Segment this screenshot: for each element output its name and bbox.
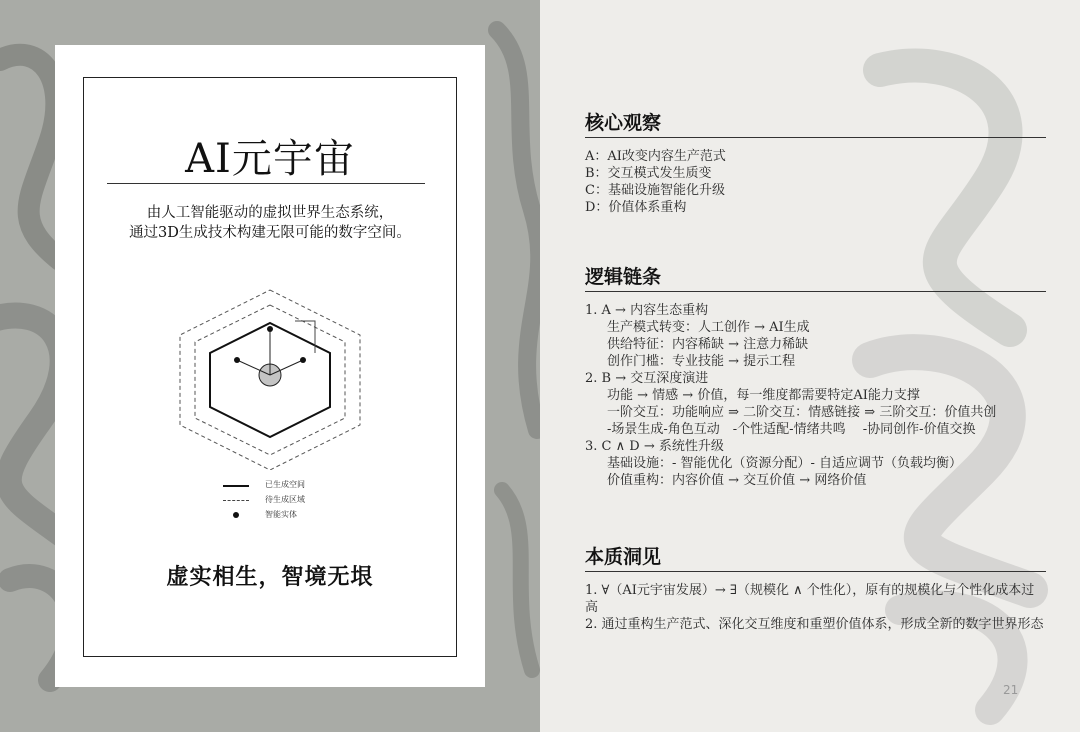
diagram-legend (223, 477, 343, 522)
legend-item (223, 492, 343, 507)
card-title: AI元宇宙 (185, 136, 355, 182)
legend-label: 智能实体 (265, 510, 297, 519)
observation-list (585, 148, 1055, 216)
section-title-logic: 逻辑链条 (585, 266, 662, 288)
metaverse-hexagon-diagram (155, 285, 385, 470)
list-subitem: 一阶交互：功能响应 ⇒ 二阶交互：情感链接 ⇒ 三阶交互：价值共创 (607, 405, 997, 420)
card-slogan: 虚实相生，智境无垠 (166, 564, 374, 590)
description-line: 由人工智能驱动的虚拟世界生态系统， (146, 205, 394, 221)
list-subitem: 功能 → 情感 → 价值，每一维度都需要特定AI能力支撑 (607, 388, 920, 403)
section-title-insight: 本质洞见 (585, 546, 662, 568)
list-item: 2. B → 交互深度演进 (585, 371, 709, 386)
entity-dot (267, 326, 273, 332)
list-subitem: -场景生成-角色互动 -个性适配-情绪共鸣 -协同创作-价值交换 (607, 422, 976, 437)
poster-card (55, 45, 485, 687)
section-title-observation: 核心观察 (585, 112, 662, 134)
list-item: D：价值体系重构 (585, 200, 687, 215)
legend-label: 已生成空间 (265, 480, 305, 489)
list-item: 1. A → 内容生态重构 (585, 303, 709, 318)
legend-dashed-line-icon (223, 495, 249, 505)
list-item: 2. 通过重构生产范式、深化交互维度和重塑价值体系，形成全新的数字世界形态 (585, 617, 1044, 632)
right-panel (540, 0, 1080, 732)
list-item: 1. ∀（AI元宇宙发展）→ ∃（规模化 ∧ 个性化），原有的规模化与个性化成本过高 (585, 583, 1035, 615)
logic-list (585, 302, 1055, 489)
insight-list (585, 582, 1047, 633)
legend-solid-line-icon (223, 480, 249, 490)
legend-label: 待生成区域 (265, 495, 305, 504)
list-item: C：基础设施智能化升级 (585, 183, 725, 198)
entity-dot (234, 357, 240, 363)
list-item: A：AI改变内容生产范式 (585, 149, 726, 164)
entity-dot (300, 357, 306, 363)
list-subitem: 创作门槛：专业技能 → 提示工程 (607, 354, 796, 369)
description-line: 通过3D生成技术构建无限可能的数字空间。 (129, 225, 411, 241)
legend-item (223, 477, 343, 492)
section-divider (585, 137, 1046, 138)
list-subitem: 生产模式转变：人工创作 → AI生成 (607, 320, 810, 335)
calligraphy-background-left-edge (487, 10, 540, 713)
section-divider (585, 291, 1046, 292)
list-subitem: 价值重构：内容价值 → 交互价值 → 网络价值 (607, 473, 867, 488)
page-number: 21 (1003, 683, 1019, 697)
section-divider (585, 571, 1046, 572)
list-item: B：交互模式发生质变 (585, 166, 712, 181)
title-divider (107, 183, 425, 184)
card-description (55, 203, 485, 243)
list-subitem: 供给特征：内容稀缺 → 注意力稀缺 (607, 337, 809, 352)
legend-item (223, 507, 343, 522)
legend-dot-icon (223, 510, 249, 520)
list-subitem: 基础设施：- 智能优化（资源分配）- 自适应调节（负载均衡） (607, 456, 963, 471)
list-item: 3. C ∧ D → 系统性升级 (585, 439, 724, 454)
